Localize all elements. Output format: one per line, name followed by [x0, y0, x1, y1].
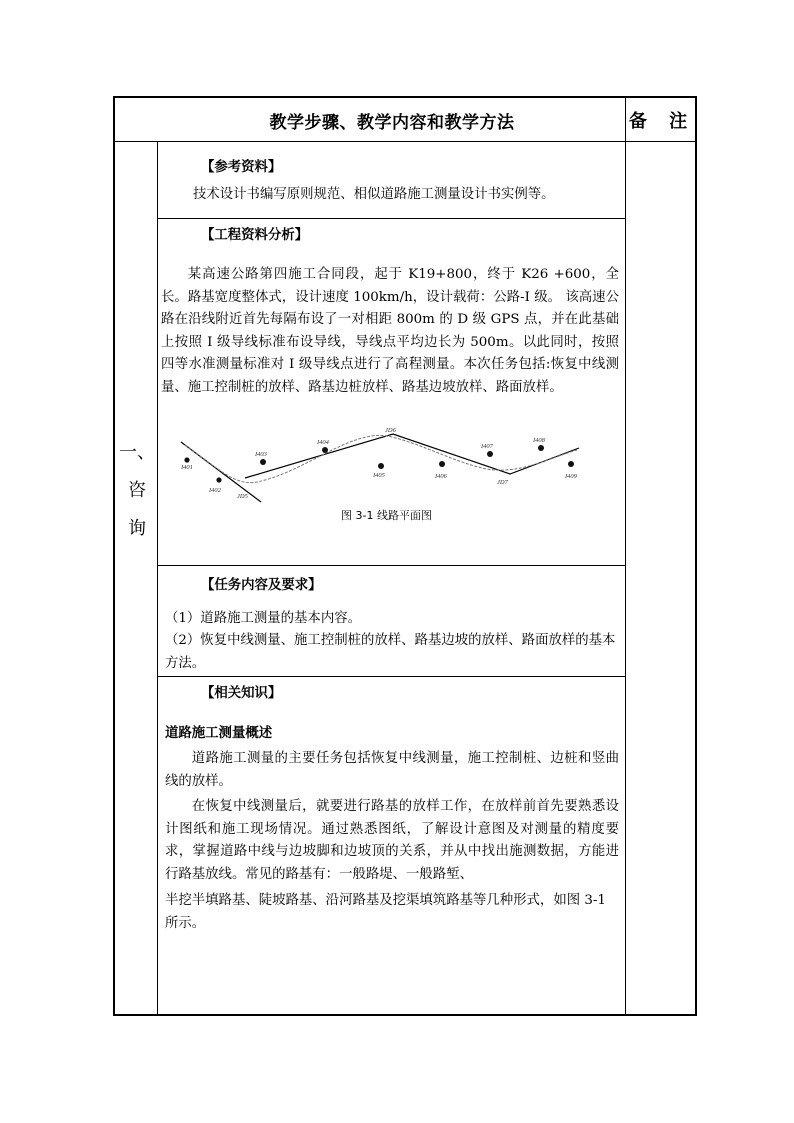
- column-divider-left: [157, 142, 158, 1014]
- analysis-row-divider: [157, 565, 625, 566]
- point-label: I408: [533, 437, 545, 444]
- task-item: （2）恢复中线测量、施工控制桩的放样、路基边坡的放样、路面放样的基本方法。: [165, 633, 616, 671]
- analysis-paragraph: 某高速公路第四施工合同段，起于 K19+800，终于 K26 +600，全长。路基宽度整体式，设计速度 100km/h，设计载荷：公路-I 级。 该高速公路在沿线附近首先每隔布设了一对相距 800m 的 D 级 GPS 点，并在此基础上按照 I 级导线标准布设导线，导线点平均边长为 500m。以此同时，按照四等水准测量标准对 I 级导线点进行了高程测量。本次任务包括:恢复中线测量、施工控制桩的放样、路基边桩放样、路基边坡放样、路面放样。: [161, 267, 619, 395]
- table-header-note: 备 注: [628, 111, 696, 132]
- figure-caption: 图 3-1 线路平面图: [341, 509, 432, 522]
- control-point-marker: [439, 461, 445, 467]
- task-heading: 【任务内容及要求】: [201, 577, 322, 593]
- point-label: JD5: [237, 493, 248, 500]
- stage-label-number: 一、: [119, 442, 155, 463]
- point-label: I402: [209, 487, 221, 494]
- control-point-marker: [538, 445, 544, 451]
- control-point-marker: [487, 451, 493, 457]
- point-label: JD6: [385, 427, 396, 434]
- point-label: I407: [481, 443, 493, 450]
- point-label: I403: [255, 451, 267, 458]
- lesson-plan-table: [113, 96, 697, 1016]
- reference-heading: 【参考资料】: [201, 159, 282, 175]
- point-label: I409: [565, 473, 577, 480]
- analysis-heading: 【工程资料分析】: [201, 227, 309, 243]
- column-divider-right: [625, 98, 626, 1014]
- knowledge-paragraph: 在恢复中线测量后，就要进行路基的放样工作，在放样前首先要熟悉设计图纸和施工现场情况。通过熟悉图纸，了解设计意图及对测量的精度要求，掌握道路中线与边坡脚和边坡顶的关系，并从中找出施测数据，方能进行路基放线。常见的路基有：一般路堤、一般路堑、: [165, 799, 619, 882]
- point-label: I401: [181, 464, 193, 471]
- point-label: I405: [373, 472, 385, 479]
- knowledge-paragraph: 道路施工测量的主要任务包括恢复中线测量，施工控制桩、边桩和竖曲线的放样。: [165, 751, 619, 789]
- reference-row-divider: [157, 218, 625, 219]
- control-point-marker: [568, 461, 574, 467]
- stage-label: [115, 434, 159, 548]
- control-point-marker: [378, 463, 384, 469]
- stage-label-char-2: 询: [128, 518, 146, 539]
- control-point-marker: [184, 457, 189, 462]
- knowledge-subheading: 道路施工测量概述: [165, 725, 273, 741]
- table-header-title: 教学步骤、教学内容和教学方法: [269, 112, 515, 133]
- control-point-marker: [322, 447, 328, 453]
- point-label: I404: [317, 439, 329, 446]
- reference-text: 技术设计书编写原则规范、相似道路施工测量设计书实例等。: [193, 187, 555, 202]
- point-label: I406: [435, 473, 447, 480]
- task-item: （1）道路施工测量的基本内容。: [165, 611, 361, 626]
- stage-label-char-1: 咨: [128, 480, 146, 501]
- control-point-marker: [260, 459, 266, 465]
- route-plan-figure: [175, 420, 595, 510]
- route-tangent-line: [245, 434, 579, 478]
- task-row-divider: [157, 676, 625, 677]
- point-label: JD7: [497, 479, 508, 486]
- knowledge-heading: 【相关知识】: [201, 685, 282, 701]
- control-point-marker: [216, 477, 221, 482]
- knowledge-paragraph: 半挖半填路基、陡坡路基、沿河路基及挖渠填筑路基等几种形式，如图 3-1所示。: [165, 893, 606, 931]
